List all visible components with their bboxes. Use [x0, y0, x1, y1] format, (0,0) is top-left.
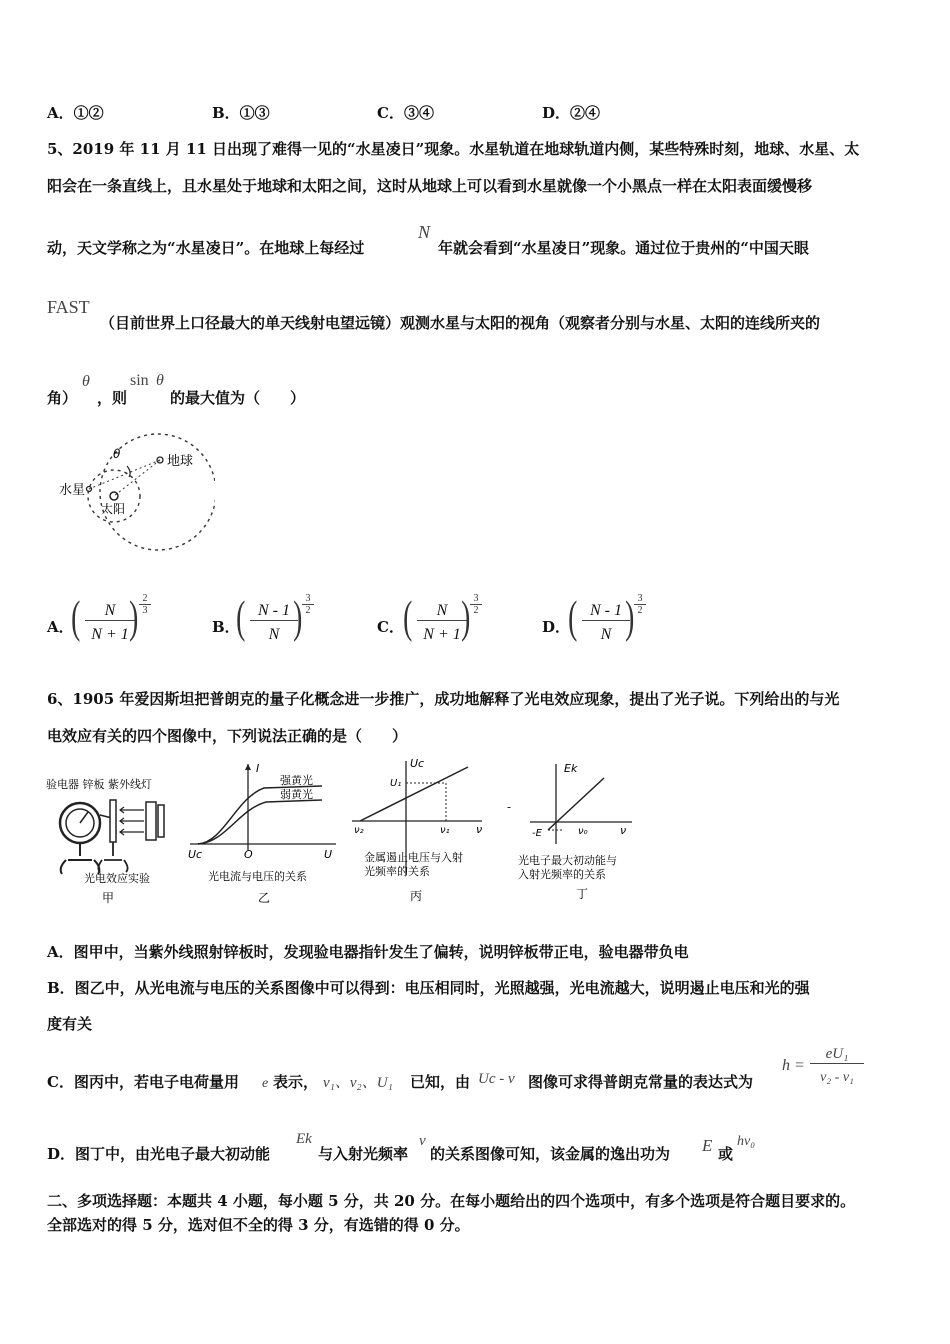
q6-option-d-a: D．图丁中，由光电子最大初动能	[47, 1145, 271, 1163]
yi-i-label: I	[256, 762, 260, 775]
fig-ding	[512, 758, 642, 910]
q5-sin-theta: θ	[156, 372, 164, 389]
q6-option-c-a: C．图丙中，若电子电荷量用	[47, 1073, 239, 1091]
curve-weak	[198, 800, 322, 844]
q5-line-3b: 年就会看到“水星凌日”现象。通过位于贵州的“中国天眼	[438, 239, 809, 257]
q5-line-5a: 角）	[47, 389, 78, 407]
ding-v0-label: ν₀	[578, 826, 588, 837]
yi-name: 乙	[258, 891, 271, 905]
q5-line-5b: ，则	[97, 389, 128, 407]
bing-v2-label: ν₂	[354, 825, 364, 836]
bing-uc-label: Uc	[410, 757, 425, 770]
q5-a-exp-num: 2	[139, 594, 151, 605]
q6-option-d-b: 与入射光频率	[318, 1145, 409, 1163]
q5-c-exp-den: 2	[473, 605, 479, 616]
q5-b-lparen: (	[236, 591, 246, 642]
q6-option-b-line1: B．图乙中，从光电流与电压的关系图像中可以得到：电压相同时，光照越强，光电流越大，说明遏止电压和光的强	[47, 979, 810, 997]
q5-line-4: （目前世界上口径最大的单天线射电望远镜）观测水星与太阳的视角（观察者分别与水星、太阳的连线所夹的	[100, 314, 821, 332]
q5-b-den: N	[268, 626, 280, 643]
q5-option-c-letter: C．	[377, 618, 404, 636]
q5-b-rparen: )	[293, 591, 303, 642]
q5-d-lparen: (	[568, 591, 578, 642]
bing-caption-2: 光频率的关系	[364, 865, 430, 878]
yi-caption: 光电流与电压的关系	[208, 870, 307, 883]
q5-line-2: 阳会在一条直线上，且水星处于地球和太阳之间，这时从地球上可以看到水星就像一个小黑点一样在太阳表面缓慢移	[47, 177, 813, 195]
yi-uc-label: Uc	[188, 848, 203, 861]
q5-line-5c: 的最大值为（ ）	[170, 389, 306, 407]
q5-c-lparen: (	[403, 591, 413, 642]
q5-line-1: 5、2019 年 11 月 11 日出现了难得一见的“水星凌日”现象。水星轨道在地球轨道内侧，某些特殊时刻，地球、水星、太	[47, 140, 860, 158]
angle-arc	[127, 466, 130, 477]
fig-mercury-label: 水星	[59, 483, 86, 498]
q5-a-rparen: )	[129, 591, 139, 642]
q6-option-d-v: ν	[419, 1133, 426, 1149]
ding-dash-mark: -	[507, 800, 512, 814]
q5-d-exp-den: 2	[637, 605, 643, 616]
q5-c-den: N + 1	[423, 626, 461, 643]
bing-v1-label: ν₁	[440, 825, 450, 836]
q5-theta: θ	[82, 373, 90, 390]
yi-weak-label: 弱黄光	[280, 788, 313, 801]
q6-option-c-graph: Uc - ν	[478, 1071, 515, 1087]
zinc-stand	[98, 842, 127, 872]
q5-d-rparen: )	[625, 591, 635, 642]
fig-bing	[350, 755, 500, 910]
q5-b-exp-num: 3	[302, 594, 314, 605]
q5-a-num: N	[85, 602, 135, 621]
q5-d-num: N - 1	[582, 602, 630, 621]
bing-u1-label: U₁	[390, 778, 402, 789]
fig-jia-labels: 验电器 锌板 紫外线灯	[46, 778, 152, 791]
q6-option-c-num: eU₁	[810, 1046, 864, 1064]
q5-b-exp-den: 2	[305, 605, 311, 616]
q5-c-exp-num: 3	[470, 594, 482, 605]
uv-lamp	[146, 802, 156, 840]
q4-option-c: C．③④	[377, 104, 434, 122]
bing-line	[360, 767, 468, 821]
q6-option-d-or: 或	[718, 1145, 734, 1163]
q6-option-d-e: E	[702, 1136, 713, 1155]
ding-ek-label: Ek	[564, 762, 578, 775]
q6-option-c-e: e	[262, 1076, 269, 1091]
orbit-figure	[45, 430, 215, 565]
q5-a-den: N + 1	[91, 626, 129, 643]
q5-d-exp-num: 3	[634, 594, 646, 605]
ding-neg-e-label: -E	[532, 828, 542, 839]
q6-option-c-d: 图像可求得普朗克常量的表达式为	[528, 1073, 754, 1091]
section2-line-2: 全部选对的得 5 分，选对但不全的得 3 分，有选错的得 0 分。	[47, 1216, 470, 1234]
q4-option-b: B．①③	[212, 104, 270, 122]
q4-option-a: A．①②	[47, 104, 104, 122]
fig-jia-name: 甲	[102, 891, 115, 905]
q6-option-c-c: 已知，由	[410, 1073, 471, 1091]
ding-caption-2: 入射光频率的关系	[518, 868, 606, 881]
q5-option-b-letter: B．	[212, 618, 240, 636]
section2-line-1: 二、多项选择题：本题共 4 小题，每小题 5 分，共 20 分。在每小题给出的四个选项中，有多个选项是符合题目要求的。	[47, 1192, 856, 1210]
q5-var-n: N	[418, 222, 431, 242]
ding-name: 丁	[576, 887, 589, 901]
ding-v-label: ν	[620, 824, 627, 837]
q5-option-a-letter: A．	[47, 618, 74, 636]
bing-v-label: ν	[476, 823, 483, 836]
fig-earth-label: 地球	[167, 454, 194, 469]
q6-option-d-ek: Ek	[296, 1131, 312, 1147]
q6-option-a: A．图甲中，当紫外线照射锌板时，发现验电器指针发生了偏转，说明锌板带正电，验电器带负电	[47, 943, 689, 961]
bing-name: 丙	[410, 889, 423, 903]
q6-option-c-vars: ν₁、ν₂、U₁	[323, 1075, 393, 1091]
q6-option-b-line2: 度有关	[47, 1015, 93, 1033]
q6-option-c-den: ν₂ - ν₁	[820, 1070, 854, 1085]
ding-caption-1: 光电子最大初动能与	[518, 854, 617, 867]
yi-strong-label: 强黄光	[280, 774, 313, 787]
q6-option-d-hv: hν₀	[737, 1134, 756, 1149]
q5-d-den: N	[600, 626, 612, 643]
zinc-plate	[110, 800, 116, 842]
q5-option-d-letter: D．	[542, 618, 571, 636]
q5-fast: FAST	[47, 297, 90, 317]
electroscope-stand	[61, 843, 100, 874]
q5-c-rparen: )	[461, 591, 471, 642]
q6-option-c-b: 表示，	[273, 1073, 319, 1091]
bing-caption-1: 金属遏止电压与入射	[364, 851, 463, 864]
q5-b-num: N - 1	[250, 602, 298, 621]
q5-a-lparen: (	[71, 591, 81, 642]
line-earth-sun	[114, 460, 160, 496]
fig-jia-caption: 光电效应实验	[84, 872, 150, 885]
q6-line-1: 6、1905 年爱因斯坦把普朗克的量子化概念进一步推广，成功地解释了光电效应现象，提出了光子说。下列给出的与光	[47, 690, 840, 708]
q6-option-c-h: h =	[782, 1057, 805, 1074]
q5-c-num: N	[417, 602, 467, 621]
q5-sin: sin	[130, 372, 149, 389]
q4-option-d: D．②④	[542, 104, 601, 122]
q5-line-3a: 动，天文学称之为“水星凌日”。在地球上每经过	[47, 239, 365, 257]
yi-u-label: U	[324, 848, 333, 861]
q6-option-d-c: 的关系图像可知，该金属的逸出功为	[430, 1145, 671, 1163]
fig-jia	[44, 760, 184, 910]
fig-theta-label: θ	[113, 447, 121, 461]
uv-lamp-back	[158, 805, 164, 837]
fig-yi	[184, 758, 344, 910]
q5-a-exp-den: 3	[142, 605, 148, 616]
q6-line-2: 电效应有关的四个图像中，下列说法正确的是（ ）	[47, 727, 408, 745]
yi-o-label: O	[244, 848, 253, 861]
fig-sun-label: 太阳	[101, 502, 126, 516]
yi-y-arrow	[245, 764, 251, 770]
electroscope-needle	[80, 812, 88, 823]
